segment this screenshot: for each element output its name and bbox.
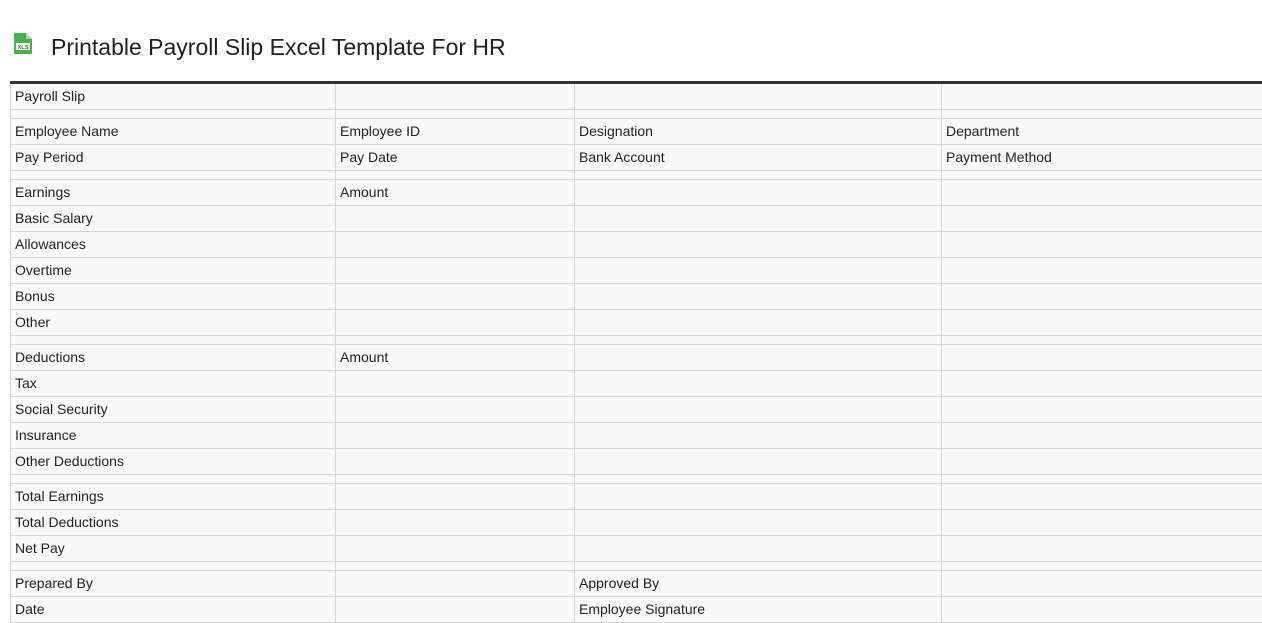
sheet-cell[interactable] — [575, 310, 942, 336]
table-row — [11, 232, 1262, 258]
spacer-row — [11, 336, 1262, 345]
spacer-cell[interactable] — [11, 171, 336, 180]
sheet-cell[interactable] — [942, 371, 1262, 397]
spacer-cell[interactable] — [575, 562, 942, 571]
sheet-cell[interactable] — [942, 180, 1262, 206]
sheet-cell[interactable] — [336, 484, 575, 510]
spacer-cell[interactable] — [575, 336, 942, 345]
sheet-cell[interactable]: Amount — [336, 180, 575, 206]
sheet-cell[interactable] — [336, 449, 575, 475]
sheet-cell[interactable] — [575, 83, 942, 110]
spacer-cell[interactable] — [942, 171, 1262, 180]
sheet-cell[interactable] — [942, 284, 1262, 310]
sheet-cell[interactable] — [575, 449, 942, 475]
sheet-cell[interactable] — [942, 423, 1262, 449]
sheet-cell[interactable]: Prepared By — [11, 571, 336, 597]
sheet-cell[interactable] — [575, 180, 942, 206]
sheet-cell[interactable] — [942, 258, 1262, 284]
table-row — [11, 206, 1262, 232]
spacer-cell[interactable] — [11, 336, 336, 345]
sheet-cell[interactable] — [575, 232, 942, 258]
spacer-cell[interactable] — [11, 475, 336, 484]
table-row — [11, 397, 1262, 423]
sheet-cell[interactable] — [942, 510, 1262, 536]
sheet-cell[interactable]: Employee Signature — [575, 597, 942, 623]
sheet-cell[interactable] — [942, 484, 1262, 510]
sheet-cell[interactable] — [942, 232, 1262, 258]
sheet-cell[interactable] — [575, 397, 942, 423]
table-row — [11, 258, 1262, 284]
table-row — [11, 484, 1262, 510]
page-title: Printable Payroll Slip Excel Template For HR — [51, 34, 506, 60]
sheet-cell[interactable] — [575, 536, 942, 562]
payroll-slip-body — [11, 83, 1262, 623]
spacer-cell[interactable] — [942, 110, 1262, 119]
table-row — [11, 310, 1262, 336]
spacer-cell[interactable] — [575, 171, 942, 180]
table-row — [11, 571, 1262, 597]
sheet-cell[interactable] — [575, 371, 942, 397]
sheet-cell[interactable] — [942, 597, 1262, 623]
xls-file-icon — [13, 33, 33, 55]
sheet-cell[interactable]: Allowances — [11, 232, 336, 258]
sheet-cell[interactable] — [336, 423, 575, 449]
spacer-cell[interactable] — [942, 336, 1262, 345]
sheet-cell[interactable] — [336, 310, 575, 336]
spacer-cell[interactable] — [11, 562, 336, 571]
sheet-cell[interactable] — [575, 206, 942, 232]
sheet-cell[interactable]: Pay Period — [11, 145, 336, 171]
sheet-cell[interactable]: Approved By — [575, 571, 942, 597]
spacer-cell[interactable] — [575, 475, 942, 484]
sheet-cell[interactable] — [336, 371, 575, 397]
sheet-cell[interactable]: Insurance — [11, 423, 336, 449]
sheet-cell[interactable]: Pay Date — [336, 145, 575, 171]
spacer-cell[interactable] — [336, 475, 575, 484]
sheet-cell[interactable] — [336, 571, 575, 597]
sheet-cell[interactable]: Bonus — [11, 284, 336, 310]
table-row — [11, 597, 1262, 623]
sheet-cell[interactable] — [336, 536, 575, 562]
table-row — [11, 423, 1262, 449]
xls-badge-text: XLS — [17, 44, 29, 51]
sheet-cell[interactable] — [336, 83, 575, 110]
sheet-cell[interactable]: Overtime — [11, 258, 336, 284]
sheet-cell[interactable] — [942, 397, 1262, 423]
sheet-cell[interactable] — [336, 206, 575, 232]
sheet-cell[interactable] — [336, 397, 575, 423]
spacer-row — [11, 475, 1262, 484]
sheet-cell[interactable]: Total Earnings — [11, 484, 336, 510]
table-row — [11, 119, 1262, 145]
sheet-cell[interactable] — [942, 449, 1262, 475]
table-row — [11, 180, 1262, 206]
sheet-cell[interactable] — [575, 284, 942, 310]
spacer-cell[interactable] — [11, 110, 336, 119]
spacer-cell[interactable] — [336, 110, 575, 119]
sheet-cell[interactable]: Other Deductions — [11, 449, 336, 475]
sheet-cell[interactable]: Amount — [336, 345, 575, 371]
table-row — [11, 145, 1262, 171]
sheet-cell[interactable]: Tax — [11, 371, 336, 397]
sheet-cell[interactable] — [942, 536, 1262, 562]
table-row — [11, 284, 1262, 310]
spacer-cell[interactable] — [575, 110, 942, 119]
spacer-cell[interactable] — [336, 562, 575, 571]
table-row — [11, 510, 1262, 536]
sheet-cell[interactable] — [336, 510, 575, 536]
sheet-cell[interactable] — [336, 232, 575, 258]
sheet-cell[interactable]: Net Pay — [11, 536, 336, 562]
sheet-cell[interactable]: Designation — [575, 119, 942, 145]
table-row — [11, 449, 1262, 475]
table-row — [11, 83, 1262, 110]
sheet-cell[interactable]: Basic Salary — [11, 206, 336, 232]
sheet-cell[interactable]: Payment Method — [942, 145, 1262, 171]
page-header — [0, 0, 1262, 81]
sheet-cell[interactable] — [942, 571, 1262, 597]
sheet-cell[interactable] — [575, 258, 942, 284]
spacer-row — [11, 171, 1262, 180]
sheet-cell[interactable] — [575, 484, 942, 510]
sheet-cell[interactable] — [336, 597, 575, 623]
sheet-cell[interactable]: Employee ID — [336, 119, 575, 145]
sheet-cell[interactable] — [575, 510, 942, 536]
sheet-cell[interactable] — [942, 310, 1262, 336]
spacer-row — [11, 562, 1262, 571]
sheet-cell[interactable]: Department — [942, 119, 1262, 145]
sheet-cell[interactable]: Bank Account — [575, 145, 942, 171]
table-row — [11, 536, 1262, 562]
sheet-cell[interactable] — [336, 258, 575, 284]
table-row — [11, 371, 1262, 397]
spacer-cell[interactable] — [336, 336, 575, 345]
sheet-cell[interactable]: Deductions — [11, 345, 336, 371]
sheet-cell[interactable]: Total Deductions — [11, 510, 336, 536]
sheet-cell[interactable] — [942, 345, 1262, 371]
sheet-cell[interactable] — [575, 423, 942, 449]
sheet-cell[interactable]: Payroll Slip — [11, 83, 336, 110]
sheet-cell[interactable]: Social Security — [11, 397, 336, 423]
sheet-cell[interactable] — [575, 345, 942, 371]
table-row — [11, 345, 1262, 371]
sheet-cell[interactable]: Employee Name — [11, 119, 336, 145]
sheet-cell[interactable]: Date — [11, 597, 336, 623]
payroll-slip-table — [10, 81, 1262, 623]
spacer-cell[interactable] — [336, 171, 575, 180]
sheet-cell[interactable]: Earnings — [11, 180, 336, 206]
sheet-cell[interactable] — [336, 284, 575, 310]
sheet-cell[interactable] — [942, 206, 1262, 232]
spacer-cell[interactable] — [942, 562, 1262, 571]
spacer-cell[interactable] — [942, 475, 1262, 484]
sheet-cell[interactable] — [942, 83, 1262, 110]
sheet-cell[interactable]: Other — [11, 310, 336, 336]
spacer-row — [11, 110, 1262, 119]
